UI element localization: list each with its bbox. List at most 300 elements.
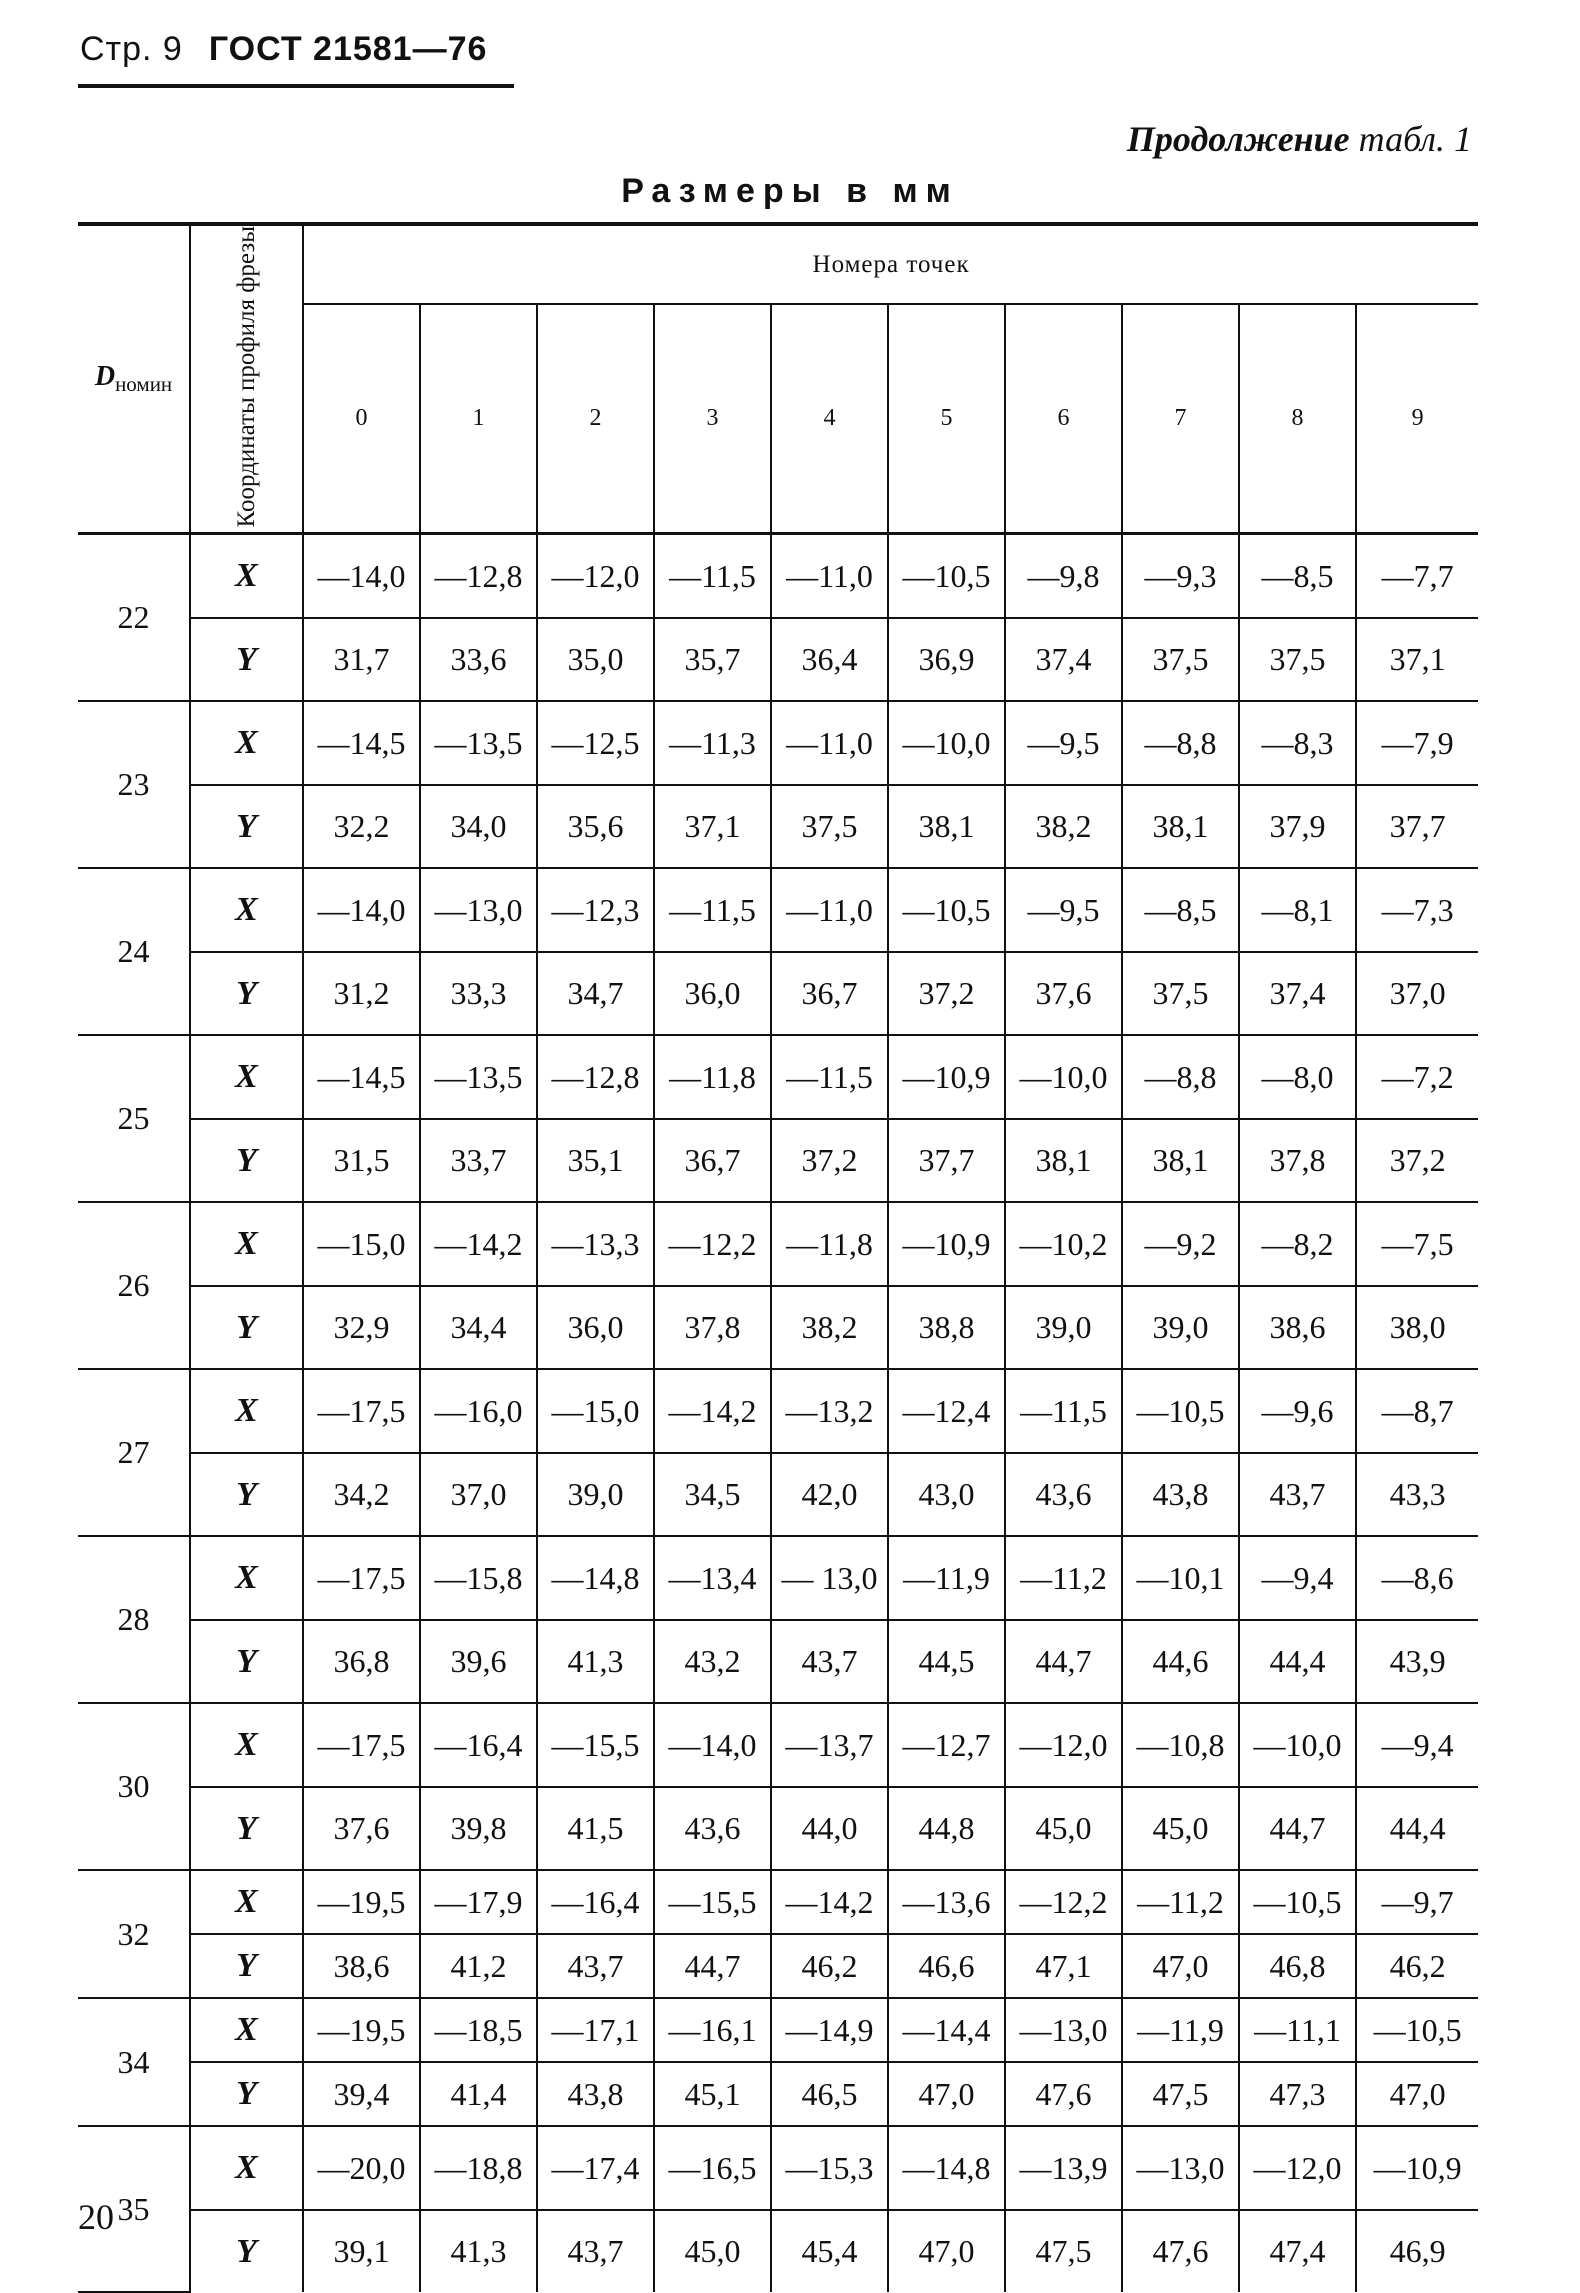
value-cell: 43,9 bbox=[1356, 1620, 1478, 1703]
value-cell: —16,5 bbox=[654, 2126, 771, 2210]
point-number-0: 0 bbox=[303, 304, 420, 533]
value-cell: —10,0 bbox=[1239, 1703, 1356, 1787]
axis-label-x: X bbox=[190, 1870, 303, 1934]
value-cell: —10,5 bbox=[888, 868, 1005, 952]
point-number-2: 2 bbox=[537, 304, 654, 533]
table-body bbox=[78, 534, 1478, 2293]
value-cell: 37,4 bbox=[1239, 952, 1356, 1035]
value-cell: —20,0 bbox=[303, 2126, 420, 2210]
value-cell: 46,6 bbox=[888, 1934, 1005, 1998]
value-cell: —13,7 bbox=[771, 1703, 888, 1787]
value-cell: —12,2 bbox=[654, 1202, 771, 1286]
value-cell: —10,5 bbox=[1239, 1870, 1356, 1934]
value-cell: 41,3 bbox=[420, 2210, 537, 2292]
value-cell: 38,2 bbox=[771, 1286, 888, 1369]
value-cell: —15,8 bbox=[420, 1536, 537, 1620]
axis-label-y: Y bbox=[190, 1787, 303, 1870]
value-cell: 46,2 bbox=[1356, 1934, 1478, 1998]
value-cell: 43,6 bbox=[654, 1787, 771, 1870]
point-number-3: 3 bbox=[654, 304, 771, 533]
value-cell: —7,7 bbox=[1356, 534, 1478, 619]
value-cell: 34,4 bbox=[420, 1286, 537, 1369]
standard-number: ГОСТ 21581—76 bbox=[208, 30, 488, 68]
value-cell: —12,0 bbox=[1239, 2126, 1356, 2210]
value-cell: 43,7 bbox=[1239, 1453, 1356, 1536]
table-row bbox=[78, 2126, 1478, 2210]
d-subscript: номин bbox=[115, 372, 173, 397]
value-cell: 43,0 bbox=[888, 1453, 1005, 1536]
value-cell: 47,6 bbox=[1122, 2210, 1239, 2292]
value-cell: —14,2 bbox=[420, 1202, 537, 1286]
point-number-7: 7 bbox=[1122, 304, 1239, 533]
value-cell: —10,9 bbox=[888, 1035, 1005, 1119]
value-cell: 44,6 bbox=[1122, 1620, 1239, 1703]
value-cell: 39,0 bbox=[1122, 1286, 1239, 1369]
d-symbol: D bbox=[94, 361, 116, 393]
value-cell: —19,5 bbox=[303, 1998, 420, 2062]
point-number-9: 9 bbox=[1356, 304, 1478, 533]
d-nominal-cell: 26 bbox=[78, 1202, 190, 1369]
table-row bbox=[78, 1119, 1478, 1202]
value-cell: 34,0 bbox=[420, 785, 537, 868]
value-cell: 43,2 bbox=[654, 1620, 771, 1703]
table-row bbox=[78, 1536, 1478, 1620]
value-cell: —13,0 bbox=[420, 868, 537, 952]
value-cell: 45,4 bbox=[771, 2210, 888, 2292]
value-cell: —11,2 bbox=[1122, 1870, 1239, 1934]
value-cell: —14,2 bbox=[771, 1870, 888, 1934]
value-cell: 43,8 bbox=[537, 2062, 654, 2126]
value-cell: —10,9 bbox=[888, 1202, 1005, 1286]
value-cell: —10,5 bbox=[888, 534, 1005, 619]
value-cell: 47,3 bbox=[1239, 2062, 1356, 2126]
value-cell: 44,7 bbox=[1239, 1787, 1356, 1870]
value-cell: 47,0 bbox=[1356, 2062, 1478, 2126]
value-cell: —9,4 bbox=[1239, 1536, 1356, 1620]
value-cell: 44,4 bbox=[1356, 1787, 1478, 1870]
value-cell: —8,6 bbox=[1356, 1536, 1478, 1620]
value-cell: 36,4 bbox=[771, 618, 888, 701]
value-cell: 35,7 bbox=[654, 618, 771, 701]
axis-label-x: X bbox=[190, 2126, 303, 2210]
value-cell: —16,4 bbox=[420, 1703, 537, 1787]
value-cell: 37,5 bbox=[771, 785, 888, 868]
value-cell: —8,7 bbox=[1356, 1369, 1478, 1453]
value-cell: 39,0 bbox=[1005, 1286, 1122, 1369]
value-cell: —14,8 bbox=[537, 1536, 654, 1620]
value-cell: 37,7 bbox=[888, 1119, 1005, 1202]
table-row bbox=[78, 1998, 1478, 2062]
value-cell: 37,6 bbox=[1005, 952, 1122, 1035]
value-cell: —9,8 bbox=[1005, 534, 1122, 619]
value-cell: 35,1 bbox=[537, 1119, 654, 1202]
profile-coordinates-table bbox=[78, 222, 1478, 2293]
value-cell: 47,1 bbox=[1005, 1934, 1122, 1998]
d-nominal-cell: 23 bbox=[78, 701, 190, 868]
value-cell: 37,2 bbox=[1356, 1119, 1478, 1202]
value-cell: 47,0 bbox=[888, 2062, 1005, 2126]
value-cell: —11,3 bbox=[654, 701, 771, 785]
value-cell: 37,8 bbox=[654, 1286, 771, 1369]
value-cell: 37,0 bbox=[420, 1453, 537, 1536]
value-cell: —13,9 bbox=[1005, 2126, 1122, 2210]
page-label: Стр. 9 bbox=[80, 30, 183, 68]
value-cell: 33,3 bbox=[420, 952, 537, 1035]
value-cell: 44,7 bbox=[1005, 1620, 1122, 1703]
value-cell: —17,5 bbox=[303, 1369, 420, 1453]
value-cell: —18,8 bbox=[420, 2126, 537, 2210]
value-cell: 41,4 bbox=[420, 2062, 537, 2126]
value-cell: —9,3 bbox=[1122, 534, 1239, 619]
value-cell: —15,0 bbox=[537, 1369, 654, 1453]
table-row bbox=[78, 2062, 1478, 2126]
d-nominal-cell: 25 bbox=[78, 1035, 190, 1202]
value-cell: 39,1 bbox=[333, 2233, 390, 2270]
d-nominal-cell: 28 bbox=[78, 1536, 190, 1703]
value-cell: 36,0 bbox=[654, 952, 771, 1035]
value-cell: 34,2 bbox=[303, 1453, 420, 1536]
value-cell: —8,8 bbox=[1122, 701, 1239, 785]
value-cell: 45,0 bbox=[654, 2210, 771, 2292]
table-row bbox=[78, 785, 1478, 868]
value-cell: 44,8 bbox=[888, 1787, 1005, 1870]
value-cell: 46,9 bbox=[1356, 2210, 1478, 2292]
value-cell: 37,5 bbox=[1122, 952, 1239, 1035]
table-row bbox=[78, 1703, 1478, 1787]
value-cell: 43,6 bbox=[1005, 1453, 1122, 1536]
value-cell: —8,5 bbox=[1122, 868, 1239, 952]
value-cell: —12,2 bbox=[1005, 1870, 1122, 1934]
value-cell: 37,2 bbox=[771, 1119, 888, 1202]
value-cell: —17,5 bbox=[303, 1536, 420, 1620]
value-cell: 38,0 bbox=[1356, 1286, 1478, 1369]
value-cell: 38,1 bbox=[1122, 785, 1239, 868]
table-row bbox=[78, 1453, 1478, 1536]
value-cell: 37,8 bbox=[1239, 1119, 1356, 1202]
axis-label-y: Y bbox=[190, 1119, 303, 1202]
value-cell: 38,1 bbox=[1005, 1119, 1122, 1202]
value-cell: —9,4 bbox=[1356, 1703, 1478, 1787]
value-cell: —12,4 bbox=[888, 1369, 1005, 1453]
value-cell: 34,7 bbox=[537, 952, 654, 1035]
value-cell: —15,5 bbox=[654, 1870, 771, 1934]
axis-label-y: Y bbox=[190, 1620, 303, 1703]
axis-label-y: Y bbox=[190, 618, 303, 701]
axis-label-y: Y bbox=[190, 952, 303, 1035]
value-cell: —10,5 bbox=[1356, 1998, 1478, 2062]
d-nominal-cell: 27 bbox=[78, 1369, 190, 1536]
value-cell: 37,0 bbox=[1356, 952, 1478, 1035]
value-cell: —8,5 bbox=[1239, 534, 1356, 619]
value-cell: —17,9 bbox=[420, 1870, 537, 1934]
table-row bbox=[78, 952, 1478, 1035]
value-cell: 45,0 bbox=[1122, 1787, 1239, 1870]
value-cell: —8,3 bbox=[1239, 701, 1356, 785]
value-cell: 44,4 bbox=[1239, 1620, 1356, 1703]
value-cell: 39,8 bbox=[420, 1787, 537, 1870]
value-cell: 37,1 bbox=[654, 785, 771, 868]
value-cell: —9,2 bbox=[1122, 1202, 1239, 1286]
d-nominal-cell: 24 bbox=[78, 868, 190, 1035]
value-cell: 38,1 bbox=[888, 785, 1005, 868]
table-continuation-note bbox=[1127, 118, 1472, 160]
d-nominal-cell: 35 bbox=[78, 2126, 190, 2292]
point-number-1: 1 bbox=[420, 304, 537, 533]
axis-label-y: Y bbox=[190, 2062, 303, 2126]
value-cell: —14,4 bbox=[888, 1998, 1005, 2062]
value-cell: —12,8 bbox=[420, 534, 537, 619]
table-row bbox=[78, 1620, 1478, 1703]
axis-label-x: X bbox=[190, 1369, 303, 1453]
value-cell: —13,0 bbox=[1122, 2126, 1239, 2210]
axis-label-y: Y bbox=[190, 2210, 303, 2292]
value-cell: 38,8 bbox=[888, 1286, 1005, 1369]
value-cell: 37,1 bbox=[1356, 618, 1478, 701]
value-cell: —17,1 bbox=[537, 1998, 654, 2062]
value-cell: —15,0 bbox=[303, 1202, 420, 1286]
value-cell: 43,8 bbox=[1122, 1453, 1239, 1536]
value-cell: —12,3 bbox=[537, 868, 654, 952]
value-cell: —7,9 bbox=[1356, 701, 1478, 785]
value-cell: —10,2 bbox=[1005, 1202, 1122, 1286]
d-nominal-cell: 22 bbox=[78, 534, 190, 702]
axis-label-x: X bbox=[190, 868, 303, 952]
point-number-4: 4 bbox=[771, 304, 888, 533]
value-cell: —16,4 bbox=[537, 1870, 654, 1934]
value-cell: 38,1 bbox=[1122, 1119, 1239, 1202]
value-cell: 47,5 bbox=[1005, 2210, 1122, 2292]
axis-label-x: X bbox=[190, 1998, 303, 2062]
value-cell: —7,5 bbox=[1356, 1202, 1478, 1286]
point-number-5: 5 bbox=[888, 304, 1005, 533]
value-cell: 44,0 bbox=[771, 1787, 888, 1870]
value-cell: —9,7 bbox=[1356, 1870, 1478, 1934]
axis-label-x: X bbox=[190, 701, 303, 785]
value-cell: —18,5 bbox=[420, 1998, 537, 2062]
value-cell: 41,5 bbox=[537, 1787, 654, 1870]
continuation-prefix: Продолжение bbox=[1126, 119, 1350, 159]
value-cell: —15,3 bbox=[771, 2126, 888, 2210]
header-d-nominal bbox=[78, 224, 190, 534]
value-cell: 43,7 bbox=[537, 2210, 654, 2292]
value-cell: —11,5 bbox=[654, 868, 771, 952]
value-cell: —11,0 bbox=[771, 868, 888, 952]
table-row bbox=[78, 1202, 1478, 1286]
value-cell: 45,1 bbox=[654, 2062, 771, 2126]
value-cell: 36,8 bbox=[303, 1620, 420, 1703]
page-header bbox=[80, 30, 487, 69]
value-cell: 42,0 bbox=[771, 1453, 888, 1536]
table-row bbox=[78, 1035, 1478, 1119]
value-cell: —9,5 bbox=[1005, 868, 1122, 952]
value-cell: 32,9 bbox=[303, 1286, 420, 1369]
value-cell: 31,2 bbox=[303, 952, 420, 1035]
value-cell: —14,2 bbox=[654, 1369, 771, 1453]
value-cell: —11,0 bbox=[771, 534, 888, 619]
axis-label-y: Y bbox=[190, 1934, 303, 1998]
value-cell: —14,0 bbox=[654, 1703, 771, 1787]
value-cell: —10,0 bbox=[888, 701, 1005, 785]
value-cell: 47,0 bbox=[1122, 1934, 1239, 1998]
table-row bbox=[78, 1934, 1478, 1998]
value-cell: —13,5 bbox=[420, 1035, 537, 1119]
value-cell: —10,8 bbox=[1122, 1703, 1239, 1787]
value-cell: 37,6 bbox=[303, 1787, 420, 1870]
axis-label-x: X bbox=[190, 1202, 303, 1286]
axis-label-y: Y bbox=[190, 1286, 303, 1369]
value-cell: 47,6 bbox=[1005, 2062, 1122, 2126]
value-cell: —13,2 bbox=[771, 1369, 888, 1453]
d-nominal-cell: 30 bbox=[78, 1703, 190, 1870]
value-cell: 37,5 bbox=[1239, 618, 1356, 701]
value-cell: —19,5 bbox=[303, 1870, 420, 1934]
value-cell: —7,3 bbox=[1356, 868, 1478, 952]
value-cell: 37,7 bbox=[1356, 785, 1478, 868]
value-cell: —11,5 bbox=[654, 534, 771, 619]
d-nominal-cell: 34 bbox=[78, 1998, 190, 2126]
value-cell: 39,6 bbox=[420, 1620, 537, 1703]
value-cell: 38,6 bbox=[1239, 1286, 1356, 1369]
value-cell: 44,5 bbox=[888, 1620, 1005, 1703]
table-row bbox=[78, 701, 1478, 785]
value-cell: 31,7 bbox=[303, 618, 420, 701]
value-cell: 34,5 bbox=[654, 1453, 771, 1536]
value-cell: —7,2 bbox=[1356, 1035, 1478, 1119]
coordinates-label: Координаты профиля фрезы bbox=[232, 226, 260, 528]
value-cell: —11,0 bbox=[771, 701, 888, 785]
header-point-numbers: Номера точек bbox=[303, 224, 1478, 304]
value-cell: —12,8 bbox=[537, 1035, 654, 1119]
value-cell: —15,5 bbox=[537, 1703, 654, 1787]
axis-label-y: Y bbox=[190, 785, 303, 868]
value-cell: —13,5 bbox=[420, 701, 537, 785]
value-cell: —10,1 bbox=[1122, 1536, 1239, 1620]
header-coordinates bbox=[190, 224, 303, 534]
value-cell: —10,5 bbox=[1122, 1369, 1239, 1453]
value-cell: 37,4 bbox=[1005, 618, 1122, 701]
value-cell: —17,5 bbox=[303, 1703, 420, 1787]
value-cell: 36,7 bbox=[654, 1119, 771, 1202]
value-cell: 36,0 bbox=[537, 1286, 654, 1369]
point-number-6: 6 bbox=[1005, 304, 1122, 533]
value-cell: —8,0 bbox=[1239, 1035, 1356, 1119]
value-cell: — 13,0 bbox=[771, 1536, 888, 1620]
table-row bbox=[78, 1286, 1478, 1369]
value-cell: 33,6 bbox=[420, 618, 537, 701]
value-cell: 35,6 bbox=[537, 785, 654, 868]
value-cell: 31,5 bbox=[303, 1119, 420, 1202]
value-cell: —10,0 bbox=[1005, 1035, 1122, 1119]
value-cell: 46,5 bbox=[771, 2062, 888, 2126]
value-cell: 41,3 bbox=[537, 1620, 654, 1703]
table-row bbox=[78, 2210, 1478, 2292]
value-cell: —11,9 bbox=[1122, 1998, 1239, 2062]
value-cell: —14,9 bbox=[771, 1998, 888, 2062]
value-cell: 43,7 bbox=[537, 1934, 654, 1998]
table-row bbox=[78, 618, 1478, 701]
value-cell: —13,6 bbox=[888, 1870, 1005, 1934]
value-cell: —12,7 bbox=[888, 1703, 1005, 1787]
value-cell: —8,2 bbox=[1239, 1202, 1356, 1286]
value-cell: 41,2 bbox=[420, 1934, 537, 1998]
value-cell: —16,0 bbox=[420, 1369, 537, 1453]
units-title: Размеры в мм bbox=[621, 172, 959, 210]
value-cell: —16,1 bbox=[654, 1998, 771, 2062]
value-cell: 39,0 bbox=[537, 1453, 654, 1536]
value-cell: —12,5 bbox=[537, 701, 654, 785]
value-cell: —8,8 bbox=[1122, 1035, 1239, 1119]
value-cell: 37,9 bbox=[1239, 785, 1356, 868]
page-number: 20 bbox=[78, 2197, 114, 2237]
value-cell: 35,0 bbox=[537, 618, 654, 701]
continuation-suffix: табл. 1 bbox=[1358, 119, 1472, 159]
value-cell: —11,1 bbox=[1239, 1998, 1356, 2062]
axis-label-x: X bbox=[190, 1536, 303, 1620]
value-cell: —11,5 bbox=[1005, 1369, 1122, 1453]
axis-label-x: X bbox=[190, 1703, 303, 1787]
table-row bbox=[78, 1870, 1478, 1934]
value-cell: —14,8 bbox=[888, 2126, 1005, 2210]
d-nominal-cell: 32 bbox=[78, 1870, 190, 1998]
value-cell: —13,4 bbox=[654, 1536, 771, 1620]
value-cell: 46,8 bbox=[1239, 1934, 1356, 1998]
value-cell: —10,9 bbox=[1356, 2126, 1478, 2210]
value-cell: —9,5 bbox=[1005, 701, 1122, 785]
point-number-8: 8 bbox=[1239, 304, 1356, 533]
value-cell: —14,5 bbox=[303, 701, 420, 785]
value-cell: —14,0 bbox=[303, 534, 420, 619]
value-cell: —11,2 bbox=[1005, 1536, 1122, 1620]
value-cell: 46,2 bbox=[771, 1934, 888, 1998]
value-cell: 45,0 bbox=[1005, 1787, 1122, 1870]
value-cell: 36,9 bbox=[888, 618, 1005, 701]
value-cell: —13,3 bbox=[537, 1202, 654, 1286]
table-row bbox=[78, 1787, 1478, 1870]
value-cell: —8,1 bbox=[1239, 868, 1356, 952]
value-cell: —14,5 bbox=[303, 1035, 420, 1119]
axis-label-x: X bbox=[190, 1035, 303, 1119]
value-cell: —12,0 bbox=[537, 534, 654, 619]
value-cell: —11,5 bbox=[771, 1035, 888, 1119]
axis-label-x: X bbox=[190, 534, 303, 619]
value-cell: —9,6 bbox=[1239, 1369, 1356, 1453]
value-cell: 37,2 bbox=[888, 952, 1005, 1035]
table-row bbox=[78, 1369, 1478, 1453]
value-cell: 37,5 bbox=[1122, 618, 1239, 701]
value-cell: 32,2 bbox=[303, 785, 420, 868]
value-cell: 47,0 bbox=[888, 2210, 1005, 2292]
value-cell: —11,8 bbox=[654, 1035, 771, 1119]
value-cell: 38,2 bbox=[1005, 785, 1122, 868]
value-cell: 44,7 bbox=[654, 1934, 771, 1998]
header-underline bbox=[78, 84, 514, 88]
value-cell: —13,0 bbox=[1005, 1998, 1122, 2062]
table-row bbox=[78, 534, 1478, 619]
value-cell: —17,4 bbox=[537, 2126, 654, 2210]
value-cell: 39,4 bbox=[303, 2062, 420, 2126]
axis-label-y: Y bbox=[190, 1453, 303, 1536]
value-cell: 43,7 bbox=[771, 1620, 888, 1703]
value-cell: 47,5 bbox=[1122, 2062, 1239, 2126]
value-cell: —11,8 bbox=[771, 1202, 888, 1286]
value-cell: 38,6 bbox=[303, 1934, 420, 1998]
value-cell: —14,0 bbox=[303, 868, 420, 952]
table-row bbox=[78, 868, 1478, 952]
value-cell: 47,4 bbox=[1239, 2210, 1356, 2292]
value-cell: 33,7 bbox=[420, 1119, 537, 1202]
value-cell: —12,0 bbox=[1005, 1703, 1122, 1787]
value-cell: —11,9 bbox=[888, 1536, 1005, 1620]
